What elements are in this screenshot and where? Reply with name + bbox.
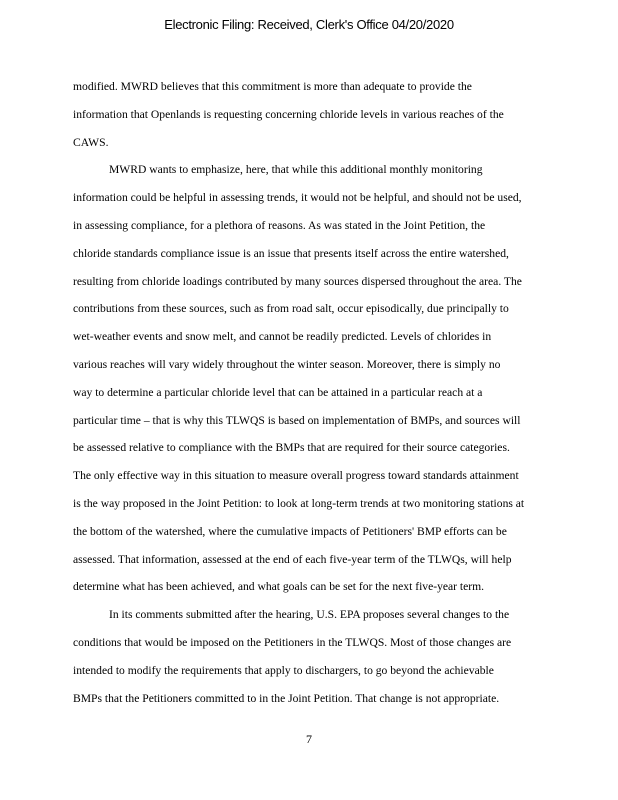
text-line: determine what has been achieved, and what goals can be set for the next five-year term. — [73, 580, 485, 594]
text-line: MWRD wants to emphasize, here, that while this additional monthly monitoring — [109, 163, 483, 177]
text-line: chloride standards compliance issue is an issue that presents itself across the entire watershed, — [73, 246, 509, 260]
text-line: intended to modify the requirements that apply to dischargers, to go beyond the achievable — [73, 663, 494, 677]
paragraph-mwrd-emphasis — [73, 156, 553, 601]
text-line: way to determine a particular chloride level that can be attained in a particular reach at a — [73, 385, 483, 399]
text-line: is the way proposed in the Joint Petition: to look at long-term trends at two monitoring stations at — [73, 496, 525, 510]
text-line: CAWS. — [73, 135, 109, 149]
document-body — [73, 73, 553, 712]
text-line: information could be helpful in assessing trends, it would not be helpful, and should not be used, — [73, 191, 522, 205]
text-line: resulting from chloride loadings contributed by many sources dispersed throughout the area. The — [73, 274, 522, 288]
filing-stamp-header: Electronic Filing: Received, Clerk's Office 04/20/2020 — [164, 17, 454, 32]
text-line: the bottom of the watershed, where the cumulative impacts of Petitioners' BMP efforts can be — [73, 524, 507, 538]
text-line: in assessing compliance, for a plethora of reasons. As was stated in the Joint Petition, the — [73, 218, 486, 232]
text-line: The only effective way in this situation to measure overall progress toward standards attainment — [73, 469, 519, 483]
text-line: be assessed relative to compliance with the BMPs that are required for their source categories. — [73, 441, 510, 455]
page-number: 7 — [306, 732, 312, 746]
text-line: particular time – that is why this TLWQS is based on implementation of BMPs, and sources will — [73, 413, 521, 427]
text-line: modified. MWRD believes that this commitment is more than adequate to provide the — [73, 80, 472, 93]
paragraph-epa-comments — [73, 601, 553, 712]
text-line: wet-weather events and snow melt, and cannot be readily predicted. Levels of chlorides in — [73, 330, 492, 344]
text-line: BMPs that the Petitioners committed to in the Joint Petition. That change is not appropriate. — [73, 691, 500, 705]
text-line: In its comments submitted after the hearing, U.S. EPA proposes several changes to the — [109, 608, 510, 622]
text-line: contributions from these sources, such as from road salt, occur episodically, due principally to — [73, 302, 509, 316]
text-line: conditions that would be imposed on the Petitioners in the TLWQS. Most of those changes are — [73, 635, 512, 649]
text-line: various reaches will vary widely throughout the winter season. Moreover, there is simply no — [73, 357, 501, 371]
paragraph-continuation — [73, 73, 553, 156]
text-line: assessed. That information, assessed at the end of each five-year term of the TLWQs, will help — [73, 552, 512, 566]
text-line: information that Openlands is requesting concerning chloride levels in various reaches of the — [73, 107, 504, 121]
